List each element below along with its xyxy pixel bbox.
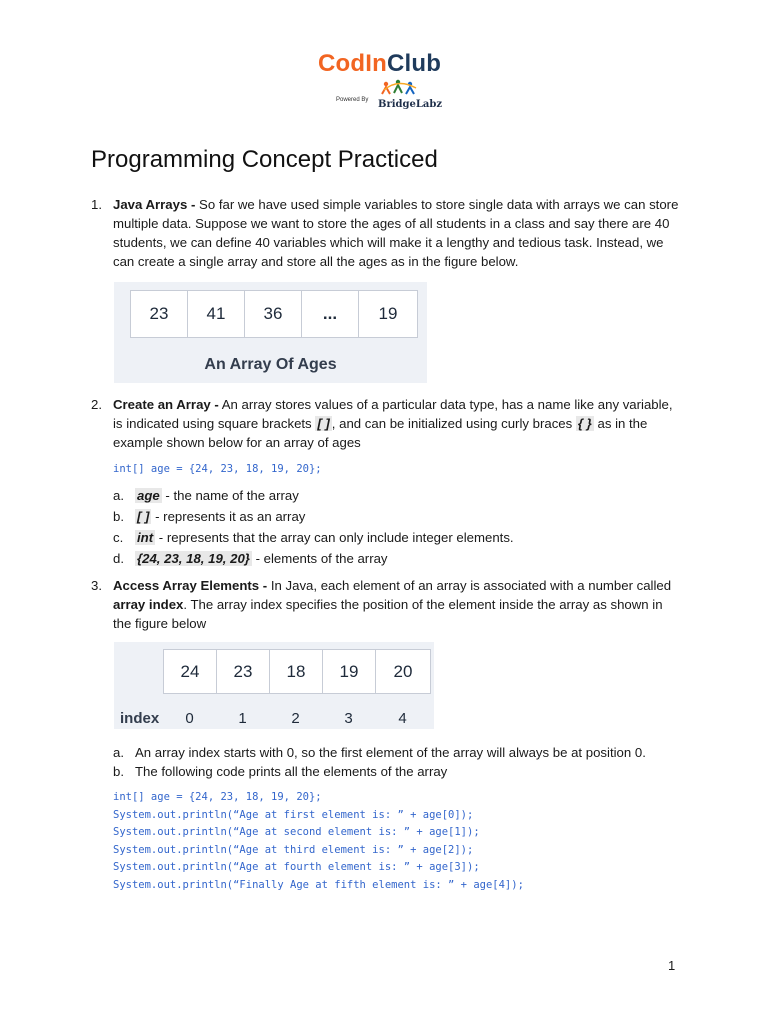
array-index-figure [114, 642, 434, 729]
page-title: Programming Concept Practiced [91, 146, 438, 173]
powered-by-label: Powered By [336, 97, 369, 103]
sublist-item [113, 486, 299, 506]
sublist-term: int [137, 530, 154, 545]
code-line: System.out.println(“Age at fourth element is: ” + age[3]); [113, 861, 480, 874]
array-cell: 41 [187, 290, 245, 338]
sublist-item [113, 507, 305, 527]
item-body: . The array index specifies the position of the element inside the array as shown in the figure below [113, 597, 663, 631]
sublist-desc: The following code prints all the elements of the array [135, 764, 448, 779]
sublist-item [113, 528, 514, 548]
bridgelabz-label: BridgeLabz [378, 99, 443, 110]
figure-caption: An Array Of Ages [204, 356, 337, 373]
array-cell: 18 [269, 649, 323, 694]
list-item-access-elements [91, 576, 681, 633]
sublist-term: age [137, 488, 160, 503]
index-value: 4 [398, 710, 407, 727]
square-brackets-highlight: [ ] [317, 416, 330, 431]
item-body: So far we have used simple variables to store single data with arrays we can store multiple data. Suppose we want to store the ages of all students in a class and say there are 40 students, we can define 40 variables which will make it a lengthy and tedious task. Instead, we can create a single array and store all the ages as in the figure below. [113, 197, 679, 269]
curly-braces-highlight: { } [577, 416, 592, 431]
sublist-item [113, 549, 388, 569]
sublist-desc: - represents it as an array [151, 509, 306, 524]
code-line: System.out.println(“Age at second element is: ” + age[1]); [113, 826, 480, 839]
item-number: 1. [91, 197, 102, 212]
sublist-letter: a. [113, 745, 124, 760]
index-label: index [120, 710, 160, 727]
item-number: 2. [91, 397, 102, 412]
index-value: 3 [344, 710, 353, 727]
array-cell: 23 [130, 290, 188, 338]
index-value: 1 [238, 710, 247, 727]
code-line: System.out.println(“Age at third element is: ” + age[2]); [113, 843, 474, 856]
sublist-letter: d. [113, 551, 124, 566]
item-body: An array stores values of a particular data type, has a name like any variable, is indicated using square brackets [113, 397, 673, 431]
code-snippet-declaration: int[] age = {24, 23, 18, 19, 20}; [113, 463, 322, 475]
list-item-create-array [91, 395, 681, 452]
sublist-item [113, 743, 646, 763]
page-number: 1 [668, 958, 676, 973]
bridgelabz-figures-icon [380, 78, 420, 98]
code-line: System.out.println(“Age at first element is: ” + age[0]); [113, 808, 474, 821]
code-line: int[] age = {24, 23, 18, 19, 20}; [113, 791, 322, 803]
code-snippet-print [113, 789, 524, 895]
logo-part-codin: CodIn [318, 50, 387, 77]
array-cell: ... [301, 290, 359, 338]
sublist-item [113, 762, 447, 782]
codinclub-logo [318, 50, 458, 114]
item-body: In Java, each element of an array is associated with a number called [267, 578, 672, 593]
array-of-ages-figure [114, 282, 427, 383]
sublist-desc: - elements of the array [251, 551, 388, 566]
item-heading: Create an Array - [113, 397, 219, 412]
array-cell: 20 [375, 649, 431, 694]
sublist-letter: b. [113, 509, 124, 524]
code-line: System.out.println(“Finally Age at fifth element is: ” + age[4]); [113, 878, 524, 891]
sublist-term: {24, 23, 18, 19, 20} [137, 551, 250, 566]
item-heading: Access Array Elements - [113, 578, 268, 593]
sublist-term: [ ] [137, 509, 150, 524]
array-cell: 19 [358, 290, 418, 338]
array-index-term: array index [113, 597, 184, 612]
item-heading: Java Arrays - [113, 197, 196, 212]
sublist-desc: - represents that the array can only include integer elements. [155, 530, 514, 545]
item-text [113, 195, 681, 271]
logo-wordmark [318, 50, 441, 78]
item-text [113, 395, 681, 452]
sublist-desc: An array index starts with 0, so the first element of the array will always be at position 0. [135, 745, 646, 760]
sublist-letter: c. [113, 530, 124, 545]
sublist-letter: b. [113, 764, 124, 779]
item-body: as in the example shown below for an array of ages [113, 416, 648, 450]
sublist-letter: a. [113, 488, 124, 503]
item-body: , and can be initialized using curly braces [331, 416, 576, 431]
list-item-java-arrays [91, 195, 681, 271]
item-text [113, 576, 681, 633]
index-value: 0 [185, 710, 194, 727]
array-cell: 36 [244, 290, 302, 338]
array-cell: 19 [322, 649, 376, 694]
array-cell: 24 [163, 649, 217, 694]
array-cell: 23 [216, 649, 270, 694]
sublist-desc: - the name of the array [161, 488, 299, 503]
logo-part-club: Club [386, 50, 442, 77]
index-value: 2 [291, 710, 300, 727]
item-number: 3. [91, 578, 102, 593]
